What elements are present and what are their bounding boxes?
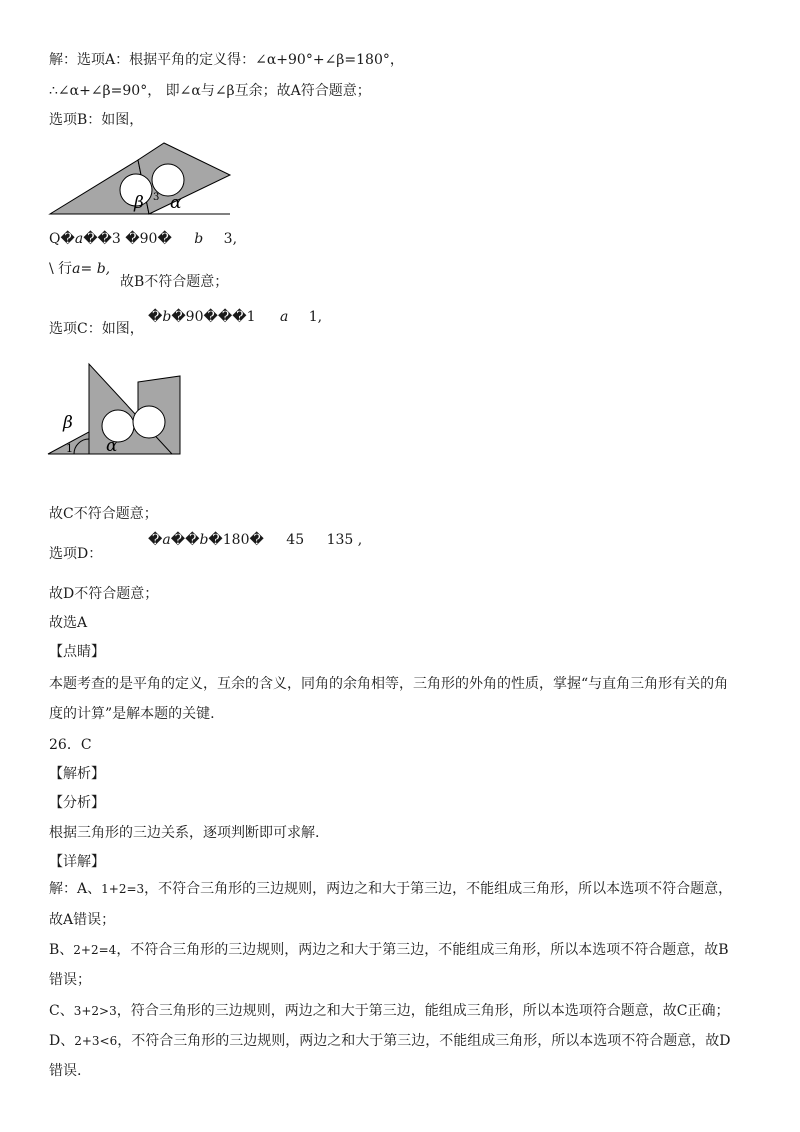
line-10: 故D不符合题意；: [49, 586, 159, 602]
line-23: 错误；: [49, 972, 91, 988]
line-19: 【详解】: [49, 854, 105, 870]
line-8: 故C不符合题意；: [49, 506, 158, 522]
line-7: 选项C：如图，: [49, 321, 144, 337]
line-14: 度的计算”是解本题的关键.: [49, 706, 215, 722]
line-12: 【点睛】: [49, 644, 105, 660]
line-4: Q�a��3 �90� b 3,: [49, 231, 238, 247]
figure-c-circle-right: [133, 406, 165, 438]
line-2: ∴∠α+∠β=90°， 即∠α与∠β互余；故A符合题意；: [49, 83, 371, 99]
line-24: C、3+2>3，符合三角形的三边规则，两边之和大于第三边，能组成三角形，所以本选项符合题意，故C正确；: [49, 1003, 730, 1019]
line-17: 【分析】: [49, 795, 105, 811]
figure-c-alpha-label: α: [106, 436, 118, 456]
line-26: 错误.: [49, 1063, 82, 1079]
line-1: 解：选项A：根据平角的定义得：∠α+90°+∠β=180°，: [49, 52, 404, 68]
line-5a: \ 行a= b,: [49, 261, 111, 277]
line-16: 【解析】: [49, 766, 105, 782]
figure-c-beta-label: β: [63, 413, 73, 433]
figure-b-three-label: 3: [153, 192, 160, 203]
line-18: 根据三角形的三边关系，逐项判断即可求解.: [49, 825, 320, 841]
figure-c-one-label: 1: [66, 442, 73, 455]
line-9-formula: �a��b�180� 45 135 ,: [148, 532, 363, 548]
line-3: 选项B：如图，: [49, 112, 144, 128]
figure-b-alpha-label: α: [170, 193, 182, 213]
figure-b: [46, 140, 236, 220]
line-11: 故选A: [49, 615, 88, 631]
figure-b-beta-label: β: [134, 193, 144, 213]
line-22: B、2+2=4，不符合三角形的三边规则，两边之和大于第三边，不能组成三角形，所以本选项不符合题意，故B: [49, 942, 729, 958]
line-25: D、2+3<6，不符合三角形的三边规则，两边之和大于第三边，不能组成三角形，所以本选项不符合题意，故D: [49, 1033, 731, 1049]
figure-c: [46, 358, 186, 458]
line-9-label: 选项D：: [49, 546, 103, 562]
line-5b: 故B不符合题意；: [120, 274, 229, 290]
line-13: 本题考查的是平角的定义，互余的含义，同角的余角相等，三角形的外角的性质，掌握“与直角三角形有关的角: [49, 676, 729, 692]
line-6: �b�90���1 a 1,: [148, 309, 323, 325]
line-20: 解：A、1+2=3，不符合三角形的三边规则，两边之和大于第三边，不能组成三角形，所以本选项不符合题意，: [49, 881, 733, 897]
line-21: 故A错误；: [49, 912, 116, 928]
line-15: 26．C: [49, 737, 92, 753]
